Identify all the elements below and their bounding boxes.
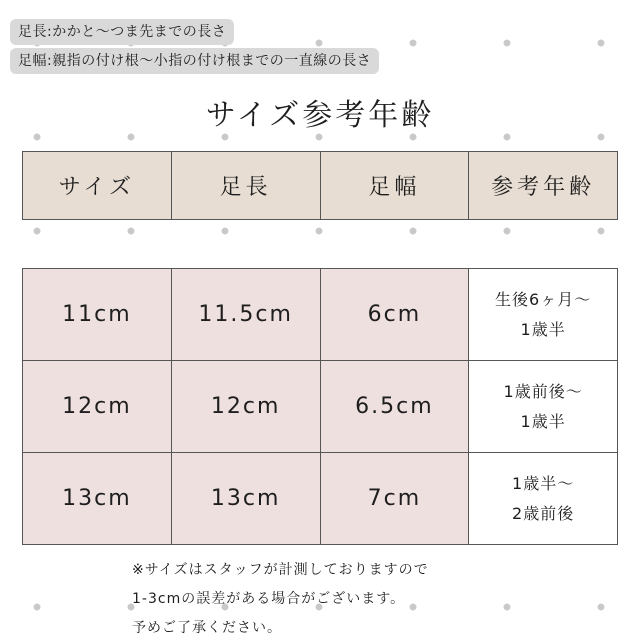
table-row: [23, 453, 618, 545]
header-foot-length: 足長: [171, 152, 320, 220]
age-cell: [469, 453, 618, 545]
foot-width-cell: 6.5cm: [320, 361, 469, 453]
header-row: [23, 152, 618, 220]
age-line-2: 1歳半: [520, 319, 566, 339]
footnote-line-3: 予めご了承ください。: [132, 620, 282, 636]
size-cell: 13cm: [23, 453, 172, 545]
table-row: [23, 269, 618, 361]
size-table-header: [22, 151, 618, 220]
header-size: サイズ: [23, 152, 172, 220]
foot-length-cell: 11.5cm: [171, 269, 320, 361]
table-row: [23, 361, 618, 453]
header-reference-age: 参考年齢: [469, 152, 618, 220]
footnote: [132, 556, 429, 640]
age-cell: [469, 269, 618, 361]
age-cell: [469, 361, 618, 453]
size-table-body: [22, 268, 618, 545]
age-line-1: 生後6ヶ月〜: [495, 289, 592, 309]
header-foot-width: 足幅: [320, 152, 469, 220]
footnote-line-2: 1-3cmの誤差がある場合がございます。: [132, 591, 406, 607]
foot-length-definition: 足長:かかと〜つま先までの長さ: [10, 19, 234, 45]
foot-width-definition: 足幅:親指の付け根〜小指の付け根までの一直線の長さ: [10, 48, 379, 74]
foot-width-cell: 6cm: [320, 269, 469, 361]
page-title: サイズ参考年齢: [205, 98, 435, 133]
age-line-1: 1歳半〜: [512, 473, 575, 493]
age-line-2: 1歳半: [520, 411, 566, 431]
age-line-2: 2歳前後: [512, 503, 575, 523]
footnote-line-1: ※サイズはスタッフが計測しておりますので: [132, 562, 429, 578]
age-line-1: 1歳前後〜: [503, 381, 583, 401]
foot-length-cell: 12cm: [171, 361, 320, 453]
foot-length-cell: 13cm: [171, 453, 320, 545]
size-cell: 11cm: [23, 269, 172, 361]
size-cell: 12cm: [23, 361, 172, 453]
foot-width-cell: 7cm: [320, 453, 469, 545]
